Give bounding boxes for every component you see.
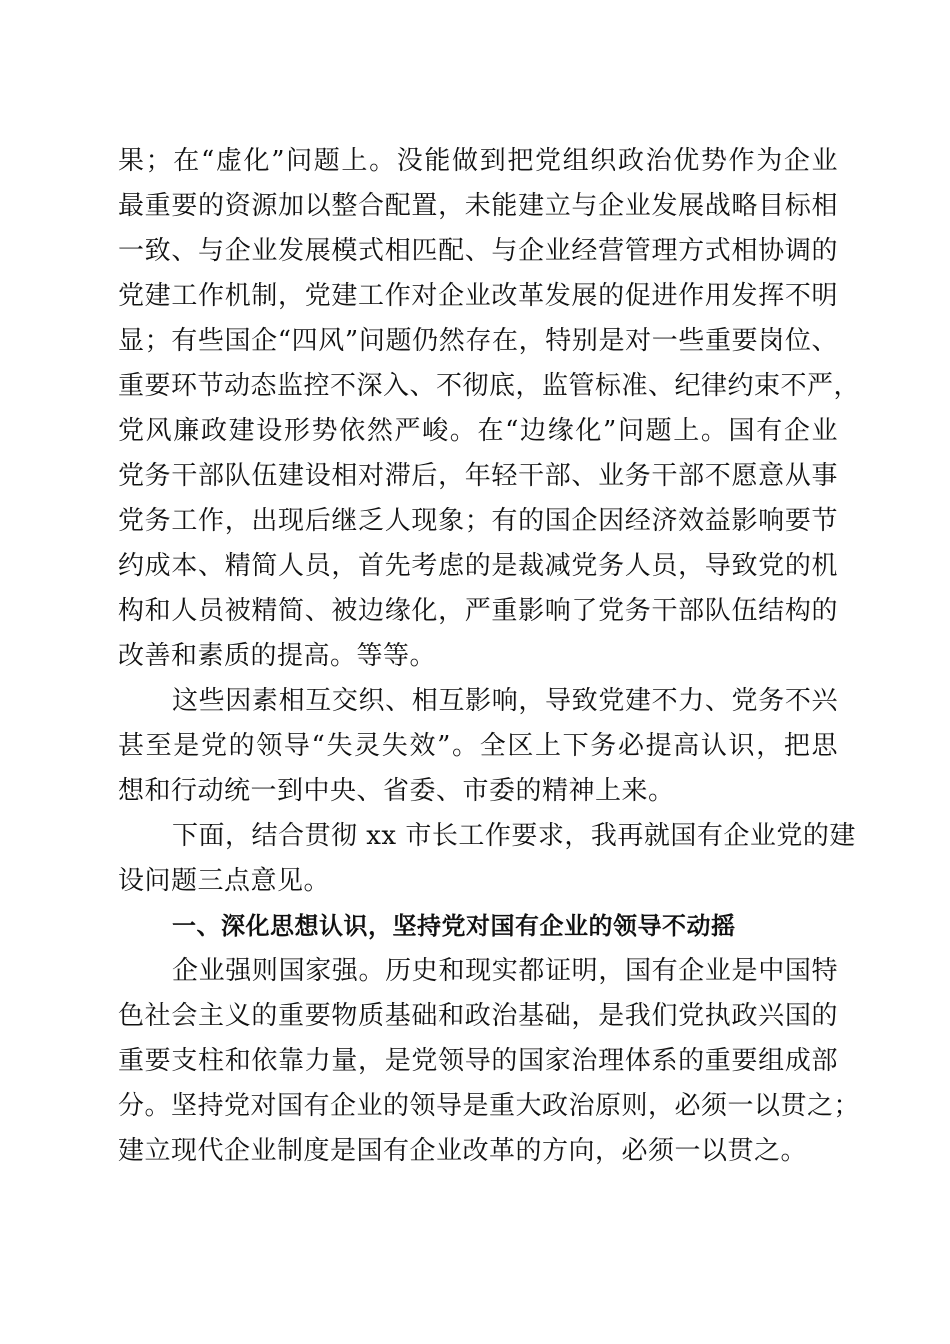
text-line: 这些因素相互交织、相互影响，导致党建不力、党务不兴 [172,686,838,716]
paragraph-2 [118,679,838,814]
text-line: 企业强则国家强。历史和现实都证明，国有企业是中国特 [172,956,838,986]
section-heading-1: 一、深化思想认识，坚持党对国有企业的领导不动摇 [172,912,736,940]
document-body [118,139,861,1174]
text-line: 党务工作，出现后继乏人现象；有的国企因经济效益影响要节 [118,506,838,536]
text-line: 设问题三点意见。 [118,866,331,896]
text-line: 下面，结合贯彻 xx 市长工作要求，我再就国有企业党的建 [172,821,856,851]
text-line: 构和人员被精简、被边缘化，严重影响了党务干部队伍结构的 [118,596,838,626]
paragraph-1 [118,139,861,679]
text-line: 一致、与企业发展模式相匹配、与企业经营管理方式相协调的 [118,236,838,266]
text-line: 色社会主义的重要物质基础和政治基础，是我们党执政兴国的 [118,1001,838,1031]
text-line: 果；在“虚化”问题上。没能做到把党组织政治优势作为企业 [118,146,838,176]
text-line: 改善和素质的提高。等等。 [118,641,437,671]
text-line: 约成本、精简人员，首先考虑的是裁减党务人员，导致党的机 [118,551,838,581]
text-line: 分。坚持党对国有企业的领导是重大政治原则，必须一以贯之； [118,1091,861,1121]
text-line: 甚至是党的领导“失灵失效”。全区上下务必提高认识，把思 [118,731,838,761]
paragraph-4 [118,949,861,1174]
paragraph-3 [118,814,856,904]
text-line: 党风廉政建设形势依然严峻。在“边缘化”问题上。国有企业 [118,416,838,446]
text-line: 重要支柱和依靠力量，是党领导的国家治理体系的重要组成部 [118,1046,838,1076]
text-line: 党建工作机制，党建工作对企业改革发展的促进作用发挥不明 [118,281,838,311]
text-line: 最重要的资源加以整合配置，未能建立与企业发展战略目标相 [118,191,838,221]
text-line: 党务干部队伍建设相对滞后，年轻干部、业务干部不愿意从事 [118,461,838,491]
text-line: 想和行动统一到中央、省委、市委的精神上来。 [118,776,675,806]
text-line: 建立现代企业制度是国有企业改革的方向，必须一以贯之。 [118,1136,808,1166]
text-line: 显；有些国企“四风”问题仍然存在，特别是对一些重要岗位、 [118,326,838,356]
text-line: 重要环节动态监控不深入、不彻底，监管标准、纪律约束不严， [118,371,861,401]
